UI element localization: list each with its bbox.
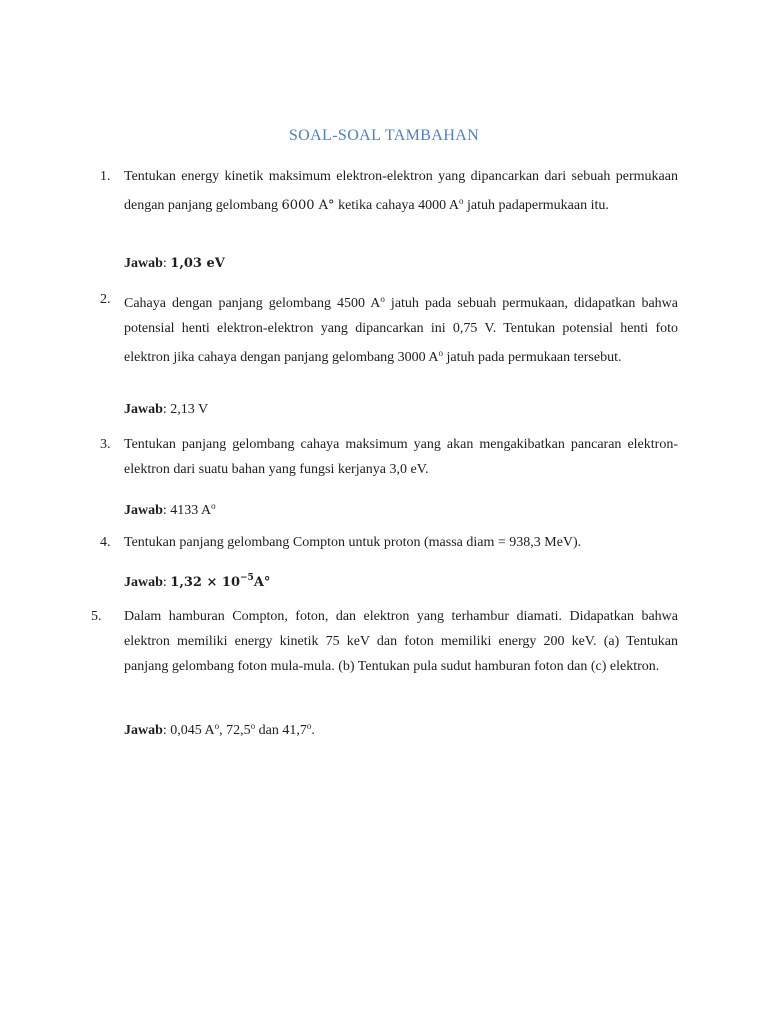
item-number-2: 2. [100, 292, 111, 307]
answer-2-value: 2,13 V [170, 402, 209, 417]
question-2-text-c: jatuh pada permukaan tersebut. [443, 350, 622, 365]
degree-sign: o [458, 196, 464, 206]
answer-label: Jawab [124, 575, 163, 590]
answer-1-value: 1,03 eV [170, 256, 225, 271]
answer-3-value: 4133 [170, 503, 202, 518]
answer-3 [124, 494, 216, 523]
question-1-text-c: jatuh padapermukaan itu. [463, 198, 609, 213]
answer-1 [124, 251, 225, 276]
degree-sign: o [380, 294, 385, 304]
answer-4-unit: A° [253, 575, 271, 590]
answer-4 [124, 566, 270, 595]
item-number-1: 1. [100, 169, 111, 184]
answer-5-value-2: , 72,5 [219, 723, 251, 738]
degree-sign: o [438, 348, 444, 358]
question-2-text-b: jatuh pada sebuah permukaan, didapatkan bahwa potensial henti elektron-elektron yang dipancarkan ini 0,75 V. Tentukan potensial henti foto elektron jika cahaya dengan panjang gelombang 3000 [124, 296, 678, 365]
answer-5-value-3: dan 41,7 [255, 723, 307, 738]
answer-2 [124, 397, 208, 422]
answer-separator: : [162, 503, 171, 518]
answer-5-value-1: 0,045 [170, 723, 205, 738]
question-1-text-a: Tentukan energy kinetik maksimum elektron-elektron yang dipancarkan dari sebuah permukaan dengan panjang gelombang [124, 169, 678, 213]
item-number-3: 3. [100, 437, 111, 452]
item-number-4: 4. [100, 535, 111, 550]
angstrom-symbol: A [448, 198, 459, 213]
question-1-text-b: ketika cahaya 4000 [334, 198, 449, 213]
angstrom-symbol: A [204, 723, 215, 738]
question-2 [124, 287, 678, 370]
answer-4-mantissa: 1,32 × 10 [170, 575, 240, 590]
degree-sign: o [211, 501, 216, 511]
question-2-text-a: Cahaya dengan panjang gelombang 4500 [124, 296, 371, 311]
question-1 [124, 164, 678, 218]
answer-separator: : [162, 256, 171, 271]
answer-5 [124, 714, 315, 743]
answer-label: Jawab [124, 723, 163, 738]
angstrom-symbol: A [201, 503, 212, 518]
answer-separator: : [162, 402, 171, 417]
answer-label: Jawab [124, 256, 163, 271]
degree-sign: o [306, 721, 312, 731]
degree-sign: o [214, 721, 220, 731]
answer-4-exponent: −5 [240, 573, 254, 583]
angstrom-symbol: A [428, 350, 439, 365]
answer-label: Jawab [124, 503, 163, 518]
degree-sign: o [250, 721, 256, 731]
answer-label: Jawab [124, 402, 163, 417]
answer-separator: : [162, 723, 171, 738]
question-5: Dalam hamburan Compton, foton, dan elektron yang terhambur diamati. Didapatkan bahwa elektron memiliki energy kinetik 75 keV dan foton memiliki energy 200 keV. (a) Tentukan panjang gelombang foton mula-mula. (b) Tentukan pula sudut hamburan foton dan (c) elektron. [124, 609, 678, 674]
answer-separator: : [162, 575, 171, 590]
item-number-5: 5. [91, 609, 102, 624]
angstrom-symbol: A [370, 296, 381, 311]
question-1-wavelength: 6000 A° [281, 198, 335, 213]
answer-5-end: . [311, 723, 315, 738]
question-3: Tentukan panjang gelombang cahaya maksimum yang akan mengakibatkan pancaran elektron-elektron dari suatu bahan yang fungsi kerjanya 3,0 eV. [124, 437, 678, 477]
question-4: Tentukan panjang gelombang Compton untuk proton (massa diam = 938,3 MeV). [124, 535, 582, 550]
page-title: SOAL-SOAL TAMBAHAN [288, 127, 480, 144]
